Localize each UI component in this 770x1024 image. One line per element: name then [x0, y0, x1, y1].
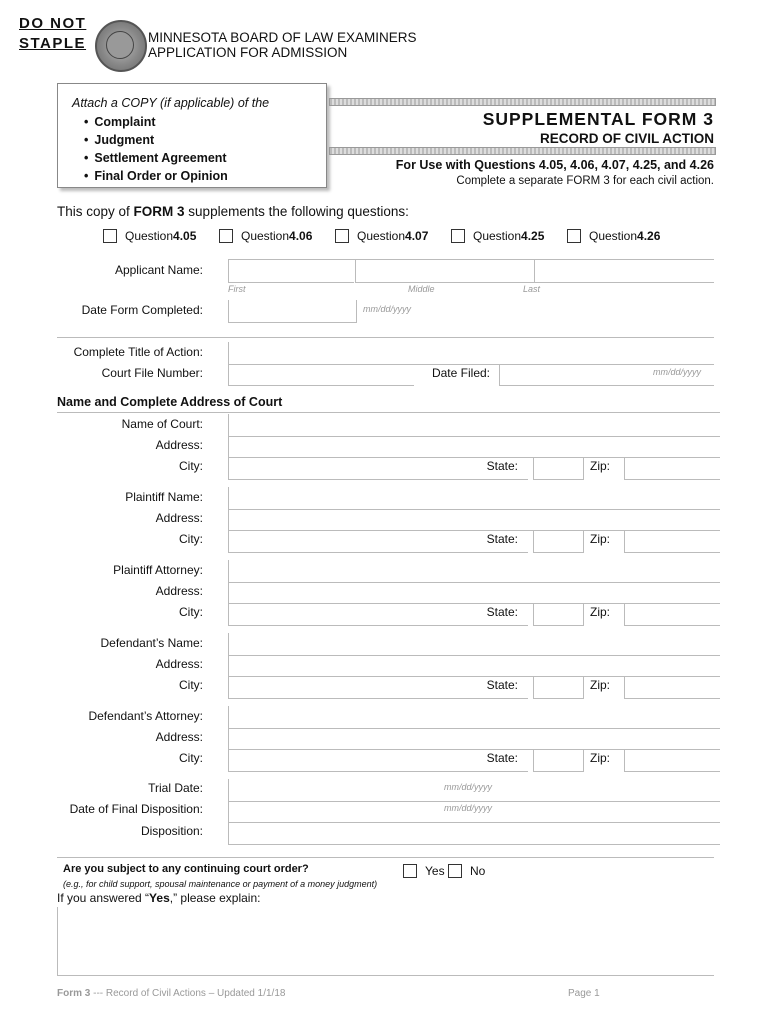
- defendant-address-field[interactable]: [228, 655, 720, 677]
- attach-list: [84, 113, 228, 185]
- city-label: City:: [179, 605, 203, 619]
- yes-checkbox[interactable]: [403, 864, 417, 878]
- divider: [57, 337, 714, 338]
- address-label: Address:: [155, 730, 203, 744]
- org-name: MINNESOTA BOARD OF LAW EXAMINERS APPLICATION FOR ADMISSION: [148, 30, 417, 60]
- disposition-label: Disposition:: [140, 824, 203, 838]
- disposition-field[interactable]: [228, 822, 720, 845]
- date-completed-label: Date Form Completed:: [81, 303, 203, 317]
- date-filed-hint: mm/dd/yyyy: [653, 367, 702, 377]
- state-label: State:: [486, 605, 518, 619]
- middle-hint: Middle: [408, 284, 435, 294]
- trial-date-label: Trial Date:: [148, 781, 203, 795]
- form-title: SUPPLEMENTAL FORM 3: [482, 109, 714, 129]
- checkbox[interactable]: [335, 229, 349, 243]
- name-of-court-label: Name of Court:: [121, 417, 203, 431]
- question-checkbox-406[interactable]: Question 4.06: [219, 229, 312, 243]
- court-file-number-field[interactable]: [228, 364, 414, 386]
- checkbox[interactable]: [219, 229, 233, 243]
- defendant-attorney-zip-field[interactable]: [624, 749, 720, 772]
- for-use-note: For Use with Questions 4.05, 4.06, 4.07, 4.25, and 4.26: [395, 158, 714, 172]
- court-address-field[interactable]: [228, 436, 720, 458]
- footer-form-label: Form 3 --- Record of Civil Actions – Updated 1/1/18: [57, 988, 286, 999]
- question-checkbox-405[interactable]: Question 4.05: [103, 229, 196, 243]
- court-section-heading: Name and Complete Address of Court: [57, 395, 283, 409]
- title-of-action-label: Complete Title of Action:: [73, 345, 203, 359]
- yes-option[interactable]: Yes: [403, 864, 445, 878]
- defendant-attorney-address-field[interactable]: [228, 728, 720, 750]
- explain-textarea[interactable]: [57, 907, 714, 976]
- defendant-name-field[interactable]: [228, 633, 720, 656]
- date-filed-label: Date Filed:: [431, 366, 490, 380]
- plaintiff-attorney-address-field[interactable]: [228, 582, 720, 604]
- title-bar-bottom: [329, 147, 716, 155]
- attach-box: [57, 83, 327, 188]
- defendant-name-label: Defendant’s Name:: [100, 636, 203, 650]
- checkbox[interactable]: [103, 229, 117, 243]
- date-hint: mm/dd/yyyy: [363, 304, 412, 314]
- page-number: Page 1: [568, 988, 600, 999]
- court-file-number-label: Court File Number:: [101, 366, 203, 380]
- attach-item: • Settlement Agreement: [84, 149, 228, 167]
- plaintiff-attorney-label: Plaintiff Attorney:: [113, 563, 203, 577]
- address-label: Address:: [155, 657, 203, 671]
- divider: [57, 412, 720, 413]
- question-checkbox-407[interactable]: Question 4.07: [335, 229, 428, 243]
- question-checkbox-426[interactable]: Question 4.26: [567, 229, 660, 243]
- first-name-field[interactable]: [228, 260, 354, 283]
- plaintiff-name-label: Plaintiff Name:: [125, 490, 203, 504]
- plaintiff-zip-field[interactable]: [624, 530, 720, 553]
- zip-label: Zip:: [589, 459, 610, 473]
- name-of-court-field[interactable]: [228, 414, 720, 437]
- plaintiff-name-field[interactable]: [228, 487, 720, 510]
- last-name-field[interactable]: [535, 260, 714, 283]
- date-completed-field[interactable]: [228, 300, 357, 323]
- separate-note: Complete a separate FORM 3 for each civil action.: [456, 175, 714, 187]
- continuing-order-question: Are you subject to any continuing court order?: [63, 863, 309, 875]
- attach-item: • Judgment: [84, 131, 228, 149]
- explain-prompt: If you answered “Yes,” please explain:: [57, 891, 261, 905]
- zip-label: Zip:: [589, 532, 610, 546]
- attach-intro: Attach a COPY (if applicable) of the: [72, 96, 270, 110]
- question-checkbox-425[interactable]: Question 4.25: [451, 229, 544, 243]
- zip-label: Zip:: [589, 605, 610, 619]
- attach-item: • Final Order or Opinion: [84, 167, 228, 185]
- title-bar-top: [329, 98, 716, 106]
- plaintiff-address-field[interactable]: [228, 509, 720, 531]
- continuing-order-example: (e.g., for child support, spousal maintenance or payment of a money judgment): [63, 879, 378, 889]
- middle-name-field[interactable]: [356, 260, 534, 283]
- no-checkbox[interactable]: [448, 864, 462, 878]
- checkbox[interactable]: [567, 229, 581, 243]
- title-of-action-field[interactable]: [228, 342, 714, 365]
- state-label: State:: [486, 532, 518, 546]
- attach-item: • Complaint: [84, 113, 228, 131]
- supplements-text: This copy of FORM 3 supplements the following questions:: [57, 204, 409, 219]
- zip-label: Zip:: [589, 678, 610, 692]
- address-label: Address:: [155, 511, 203, 525]
- final-date-hint: mm/dd/yyyy: [444, 803, 493, 813]
- defendant-attorney-label: Defendant’s Attorney:: [88, 709, 203, 723]
- city-label: City:: [179, 751, 203, 765]
- checkbox[interactable]: [451, 229, 465, 243]
- plaintiff-attorney-zip-field[interactable]: [624, 603, 720, 626]
- defendant-zip-field[interactable]: [624, 676, 720, 699]
- no-option[interactable]: No: [448, 864, 485, 878]
- do-not-staple: DO NOT STAPLE: [19, 15, 87, 52]
- court-zip-field[interactable]: [624, 457, 720, 480]
- state-label: State:: [486, 678, 518, 692]
- city-label: City:: [179, 678, 203, 692]
- city-label: City:: [179, 459, 203, 473]
- state-label: State:: [486, 459, 518, 473]
- first-hint: First: [228, 284, 246, 294]
- zip-label: Zip:: [589, 751, 610, 765]
- state-label: State:: [486, 751, 518, 765]
- final-disposition-date-label: Date of Final Disposition:: [69, 802, 203, 816]
- address-label: Address:: [155, 438, 203, 452]
- form-subtitle: RECORD OF CIVIL ACTION: [539, 131, 714, 146]
- state-seal-icon: [95, 20, 147, 72]
- address-label: Address:: [155, 584, 203, 598]
- applicant-name-label: Applicant Name:: [114, 263, 203, 277]
- city-label: City:: [179, 532, 203, 546]
- plaintiff-attorney-field[interactable]: [228, 560, 720, 583]
- divider: [57, 857, 714, 858]
- defendant-attorney-field[interactable]: [228, 706, 720, 729]
- last-hint: Last: [523, 284, 541, 294]
- trial-date-hint: mm/dd/yyyy: [444, 782, 493, 792]
